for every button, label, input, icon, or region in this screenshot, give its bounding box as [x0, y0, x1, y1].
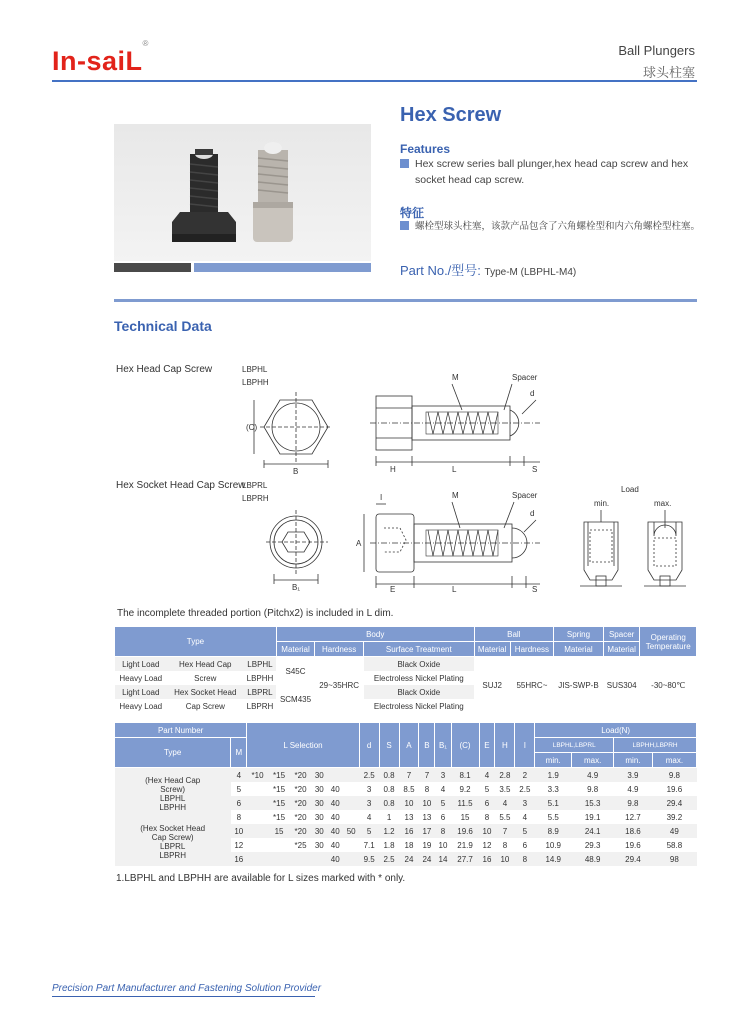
- dim-lsel-cell: 30: [314, 826, 324, 836]
- dim-value-cell: 1.8: [383, 840, 395, 850]
- features-cn-text: 螺栓型球头柱塞，该款产品包含了六角螺栓型和内六角螺栓型柱塞。: [400, 219, 700, 235]
- dim-value-cell: 13: [422, 812, 432, 822]
- header-title-en: Ball Plungers: [618, 43, 695, 58]
- spec-cell: 55HRC~: [510, 657, 553, 714]
- dim-value-cell: 13: [404, 812, 414, 822]
- dimension-table: [114, 722, 697, 866]
- spec-h-ball-hardness: Hardness: [510, 642, 553, 657]
- dim-value-cell: 1.9: [547, 770, 559, 780]
- dim-type-line: (Hex Socket Head: [140, 824, 206, 833]
- dim-value-cell: 21.9: [457, 840, 473, 850]
- dim-type-line: LBPRH: [159, 851, 186, 860]
- dim-value-cell: 5.5: [547, 812, 559, 822]
- dim-value-cell: 4: [366, 812, 372, 822]
- dim-lsel-cell: [247, 796, 269, 810]
- dim-type-cell: [115, 768, 231, 825]
- bullet-icon: [400, 159, 409, 168]
- dim-l: L: [452, 465, 457, 474]
- dim-value-cell: 10: [482, 826, 492, 836]
- dim-type-line: LBPHH: [159, 803, 186, 812]
- spec-h-body: Body: [276, 627, 474, 642]
- dim-h-min: min.: [614, 753, 653, 768]
- dim-lsel-cell: 40: [330, 798, 340, 808]
- dim-value-cell: 17: [422, 826, 432, 836]
- spec-cell: Heavy Load: [119, 673, 163, 683]
- dim-h-load: Load(N): [535, 723, 697, 738]
- spec-cell: LBPHL: [247, 659, 273, 669]
- dim-value-cell: 3.3: [547, 784, 559, 794]
- spec-row: [115, 657, 697, 672]
- dim-i: I: [380, 493, 383, 502]
- dim-e: E: [390, 585, 396, 594]
- hex-head-code-1: LBPHL: [242, 365, 268, 374]
- dim-value-cell: 29.4: [625, 854, 641, 864]
- dim-value-cell: 1: [386, 812, 392, 822]
- dim-value-cell: 24: [404, 854, 414, 864]
- dim-lsel-cell: *15: [273, 770, 286, 780]
- dim-h-load-heavy: LBPHH,LBPRH: [614, 738, 697, 753]
- dim-type-line: LBPRL: [159, 842, 186, 851]
- spec-cell: SCM435: [276, 685, 314, 713]
- dim-lsel-cell: [247, 810, 269, 824]
- dim-lsel-cell: 15: [274, 826, 284, 836]
- dim-h-type: Type: [115, 738, 231, 768]
- dim-value-cell: 5.5: [499, 812, 511, 822]
- dim-value-cell: 4: [484, 770, 490, 780]
- spec-cell: LBPRH: [246, 701, 274, 711]
- dim-value-cell: 5.1: [547, 798, 559, 808]
- spec-h-ball-material: Material: [474, 642, 510, 657]
- dim-value-cell: 6: [484, 798, 490, 808]
- dim-value-cell: 14.9: [545, 854, 562, 864]
- bullet-icon: [400, 221, 409, 230]
- spec-cell: SUJ2: [474, 657, 510, 714]
- dim-lsel-cell: [247, 852, 269, 866]
- dim-lsel-cell: [268, 852, 290, 866]
- dim-m: M: [452, 373, 459, 382]
- dim-value-cell: 4.9: [627, 784, 639, 794]
- load-label: Load: [621, 485, 639, 494]
- dim-h-col: H: [495, 723, 515, 768]
- header-title-cn: 球头柱塞: [642, 65, 695, 80]
- dim-value-cell: 24.1: [584, 826, 601, 836]
- dim-lsel-cell: [343, 852, 359, 866]
- dim-value-cell: 10: [500, 854, 510, 864]
- dim-value-cell: 8.1: [459, 770, 471, 780]
- spec-h-operating: Operating Temperature: [640, 627, 697, 657]
- dim-h-col: A: [399, 723, 419, 768]
- dim-lsel-cell: 30: [314, 840, 324, 850]
- hex-socket-label: Hex Socket Head Cap Screw: [116, 480, 246, 491]
- spec-cell: Cap Screw: [185, 701, 225, 711]
- dim-value-cell: 6: [440, 812, 446, 822]
- product-photo: [114, 124, 371, 261]
- dim-s: S: [532, 465, 538, 474]
- dim-value-cell: 24: [422, 854, 432, 864]
- brand-logo: In-saiL®: [52, 39, 149, 76]
- dim-value-cell: 2.5: [363, 770, 375, 780]
- dim-m-cell: 10: [234, 826, 244, 836]
- dim-value-cell: 19.6: [457, 826, 473, 836]
- dim-value-cell: 3: [366, 798, 372, 808]
- dim-value-cell: 3: [440, 770, 446, 780]
- dim-h-col: B: [419, 723, 435, 768]
- dim-value-cell: 7: [502, 826, 508, 836]
- dim-value-cell: 12: [482, 840, 492, 850]
- spec-cell: JIS-SWP-B: [554, 657, 604, 714]
- dim-value-cell: 16: [482, 854, 492, 864]
- dim-h-col: I: [515, 723, 535, 768]
- spec-cell: Screw: [194, 673, 217, 683]
- dim-lsel-cell: [247, 838, 269, 852]
- dim-m-cell: 16: [234, 854, 244, 864]
- spec-h-ball: Ball: [474, 627, 554, 642]
- dim-h-max: max.: [572, 753, 614, 768]
- spec-cell: Electroless Nickel Plating: [373, 701, 464, 711]
- dim-m-cell: 12: [234, 840, 244, 850]
- dim-value-cell: 0.8: [383, 798, 395, 808]
- dim-lsel-cell: [311, 852, 327, 866]
- incomplete-thread-note: The incomplete threaded portion (Pitchx2) is included in L dim.: [117, 608, 394, 619]
- hex-head-label: Hex Head Cap Screw: [116, 364, 213, 375]
- dim-value-cell: 5: [484, 784, 490, 794]
- dim-lsel-cell: [247, 824, 269, 838]
- dim-h-m: M: [231, 738, 247, 768]
- dim-l2: L: [452, 585, 457, 594]
- dim-lsel-cell: 40: [330, 854, 340, 864]
- spec-cell: Electroless Nickel Plating: [373, 673, 464, 683]
- dim-type-line: Cap Screw): [151, 833, 194, 842]
- dim-value-cell: 10: [438, 840, 448, 850]
- spec-h-spring-material: Material: [554, 642, 604, 657]
- table-row: [115, 768, 697, 783]
- dim-value-cell: 4.9: [587, 770, 599, 780]
- dim-lsel-cell: [327, 768, 343, 783]
- dim-value-cell: 3: [522, 798, 528, 808]
- dim-lsel-cell: 30: [314, 812, 324, 822]
- dim-value-cell: 2: [522, 770, 528, 780]
- dim-value-cell: 7: [424, 770, 430, 780]
- dim-b: B: [293, 467, 299, 476]
- dim-value-cell: 14: [438, 854, 448, 864]
- dim-m-cell: 6: [236, 798, 242, 808]
- dim-lsel-cell: [343, 782, 359, 796]
- dim-value-cell: 19.6: [625, 840, 641, 850]
- dim-m-cell: 4: [236, 770, 242, 780]
- dim-value-cell: 1.2: [383, 826, 395, 836]
- dim-lsel-cell: 30: [314, 770, 324, 780]
- features-text: Hex screw series ball plunger,hex head cap screw and hex socket head cap screw.: [400, 156, 700, 188]
- dim-value-cell: 2.8: [499, 770, 511, 780]
- spec-h-spring: Spring: [554, 627, 604, 642]
- dim-value-cell: 18: [404, 840, 414, 850]
- dim-value-cell: 5: [366, 826, 372, 836]
- dim-h: H: [390, 465, 396, 474]
- dim-lsel-cell: *15: [273, 798, 286, 808]
- dim-spacer2: Spacer: [512, 491, 538, 500]
- dim-value-cell: 9.8: [668, 770, 680, 780]
- spec-cell: Heavy Load: [119, 701, 163, 711]
- spec-h-body-hardness: Hardness: [315, 642, 364, 657]
- dim-value-cell: 29.3: [584, 840, 601, 850]
- dim-value-cell: 7: [406, 770, 412, 780]
- dim-b1: B₁: [292, 583, 301, 592]
- dim-value-cell: 4: [502, 798, 508, 808]
- dim-d2: d: [530, 509, 535, 518]
- dim-value-cell: 9.2: [459, 784, 471, 794]
- spec-cell: Black Oxide: [397, 659, 441, 669]
- hex-head-code-2: LBPHH: [242, 378, 269, 387]
- footer-underline: [52, 996, 315, 997]
- dim-lsel-cell: *20: [294, 798, 307, 808]
- dim-lsel-cell: [343, 810, 359, 824]
- dim-h-min: min.: [535, 753, 572, 768]
- technical-drawing: [240, 370, 700, 600]
- hex-socket-code-1: LBPRL: [242, 481, 268, 490]
- dim-value-cell: 8.9: [547, 826, 559, 836]
- features-cn-title: 特征: [400, 206, 425, 220]
- spec-cell: LBPHH: [246, 673, 274, 683]
- header-divider: [52, 80, 697, 82]
- part-number: Part No./型号: Type-M (LBPHL-M4): [400, 263, 577, 278]
- dim-lsel-cell: 30: [314, 784, 324, 794]
- dim-lsel-cell: 40: [330, 812, 340, 822]
- dim-h-col: B₁: [435, 723, 451, 768]
- dim-type-line: (Hex Head Cap: [145, 776, 201, 785]
- load-min: min.: [594, 499, 610, 508]
- dim-lsel-cell: [290, 852, 312, 866]
- dim-value-cell: 11.5: [457, 798, 473, 808]
- dim-h-col: (C): [451, 723, 479, 768]
- spec-cell: Light Load: [122, 687, 160, 697]
- dim-value-cell: 5: [440, 798, 446, 808]
- dim-value-cell: 27.7: [457, 854, 473, 864]
- spec-h-spacer: Spacer: [603, 627, 640, 642]
- spec-h-surface: Surface Treatment: [364, 642, 474, 657]
- dim-value-cell: 0.8: [383, 784, 395, 794]
- dim-value-cell: 10: [404, 798, 414, 808]
- dim-lsel-cell: [343, 796, 359, 810]
- dim-lsel-cell: *20: [294, 770, 307, 780]
- dim-value-cell: 9.5: [363, 854, 375, 864]
- dim-lsel-cell: 30: [314, 798, 324, 808]
- spec-cell: SUS304: [603, 657, 640, 714]
- dim-m2: M: [452, 491, 459, 500]
- dim-h-load-light: LBPHL,LBPRL: [535, 738, 614, 753]
- dim-lsel-cell: [268, 838, 290, 852]
- dim-value-cell: 29.4: [666, 798, 683, 808]
- technical-data-title: Technical Data: [114, 318, 212, 334]
- dim-value-cell: 5: [522, 826, 528, 836]
- spec-h-body-material: Material: [276, 642, 314, 657]
- dim-lsel-cell: *10: [251, 770, 264, 780]
- dim-value-cell: 4: [522, 812, 528, 822]
- dim-value-cell: 8: [522, 854, 528, 864]
- spec-cell: Black Oxide: [397, 687, 441, 697]
- dim-m-cell: 8: [236, 812, 242, 822]
- spec-cell: 29~35HRC: [315, 657, 364, 714]
- photo-bar-dark: [114, 263, 191, 272]
- dim-lsel-cell: [247, 782, 269, 796]
- dim-lsel-cell: *20: [294, 812, 307, 822]
- dim-value-cell: 58.8: [666, 840, 683, 850]
- dim-lsel-cell: *20: [294, 826, 307, 836]
- spec-h-type: Type: [115, 627, 277, 657]
- dim-value-cell: 3.5: [499, 784, 511, 794]
- dim-value-cell: 10: [422, 798, 432, 808]
- dim-h-col: S: [379, 723, 399, 768]
- spec-cell: Hex Socket Head: [174, 687, 237, 697]
- dim-h-lselection: L Selection: [247, 723, 359, 768]
- dim-value-cell: 9.8: [587, 784, 599, 794]
- dim-spacer: Spacer: [512, 373, 538, 382]
- spec-cell: Hex Head Cap: [179, 659, 232, 669]
- dim-value-cell: 39.2: [666, 812, 683, 822]
- product-title: Hex Screw: [400, 104, 502, 126]
- hex-socket-code-2: LBPRH: [242, 494, 269, 503]
- dim-lsel-cell: *15: [273, 812, 286, 822]
- dim-value-cell: 8: [424, 784, 430, 794]
- dim-value-cell: 3: [366, 784, 372, 794]
- table-row: [115, 824, 697, 838]
- dim-lsel-cell: 50: [346, 826, 356, 836]
- dim-value-cell: 8: [484, 812, 490, 822]
- dim-value-cell: 49: [669, 826, 679, 836]
- dim-lsel-cell: *20: [294, 784, 307, 794]
- dim-value-cell: 15.3: [584, 798, 601, 808]
- dim-value-cell: 6: [522, 840, 528, 850]
- spec-table: [114, 626, 697, 713]
- spec-cell: Light Load: [122, 659, 160, 669]
- dim-h-partnumber: Part Number: [115, 723, 247, 738]
- dimension-note: 1.LBPHL and LBPHH are available for L sizes marked with * only.: [116, 873, 406, 884]
- dim-value-cell: 19.1: [584, 812, 601, 822]
- dim-value-cell: 16: [404, 826, 414, 836]
- dim-lsel-cell: *15: [273, 784, 286, 794]
- section-divider: [114, 299, 697, 302]
- dim-value-cell: 98: [669, 854, 679, 864]
- dim-type-line: LBPHL: [159, 794, 186, 803]
- spec-cell: S45C: [276, 657, 314, 686]
- dim-value-cell: 2.5: [383, 854, 395, 864]
- photo-bar-blue: [194, 263, 371, 272]
- dim-lsel-cell: *25: [294, 840, 307, 850]
- spec-h-spacer-material: Material: [603, 642, 640, 657]
- load-max: max.: [654, 499, 672, 508]
- dim-lsel-cell: 40: [330, 784, 340, 794]
- dim-type-line: Screw): [160, 785, 186, 794]
- dim-lsel-cell: 40: [330, 826, 340, 836]
- features-title: Features: [400, 142, 451, 156]
- dim-value-cell: 48.9: [584, 854, 601, 864]
- spec-cell: -30~80℃: [640, 657, 697, 714]
- spec-cell: LBPRL: [247, 687, 273, 697]
- dim-value-cell: 2.5: [519, 784, 531, 794]
- footer-text: Precision Part Manufacturer and Fastening Solution Provider: [52, 983, 322, 994]
- dim-c: (C): [246, 423, 258, 432]
- dim-value-cell: 3.9: [627, 770, 639, 780]
- dim-value-cell: 8.5: [403, 784, 415, 794]
- dim-lsel-cell: [343, 768, 359, 783]
- dim-value-cell: 12.7: [625, 812, 641, 822]
- dim-value-cell: 4: [440, 784, 446, 794]
- dim-h-max: max.: [652, 753, 696, 768]
- dim-h-col: d: [359, 723, 379, 768]
- dim-value-cell: 19.6: [666, 784, 683, 794]
- dim-lsel-cell: [343, 838, 359, 852]
- dim-m-cell: 5: [236, 784, 242, 794]
- dim-value-cell: 0.8: [383, 770, 395, 780]
- dim-d: d: [530, 389, 535, 398]
- dim-h-col: E: [479, 723, 495, 768]
- dim-type-cell: [115, 824, 231, 866]
- dim-a: A: [356, 539, 362, 548]
- dim-value-cell: 19: [422, 840, 432, 850]
- dim-value-cell: 15: [460, 812, 470, 822]
- dim-value-cell: 8: [440, 826, 446, 836]
- dim-value-cell: 10.9: [545, 840, 562, 850]
- dim-value-cell: 18.6: [625, 826, 641, 836]
- dim-value-cell: 9.8: [627, 798, 639, 808]
- dim-lsel-cell: 40: [330, 840, 340, 850]
- dim-s2: S: [532, 585, 538, 594]
- dim-value-cell: 7.1: [363, 840, 375, 850]
- dim-value-cell: 8: [502, 840, 508, 850]
